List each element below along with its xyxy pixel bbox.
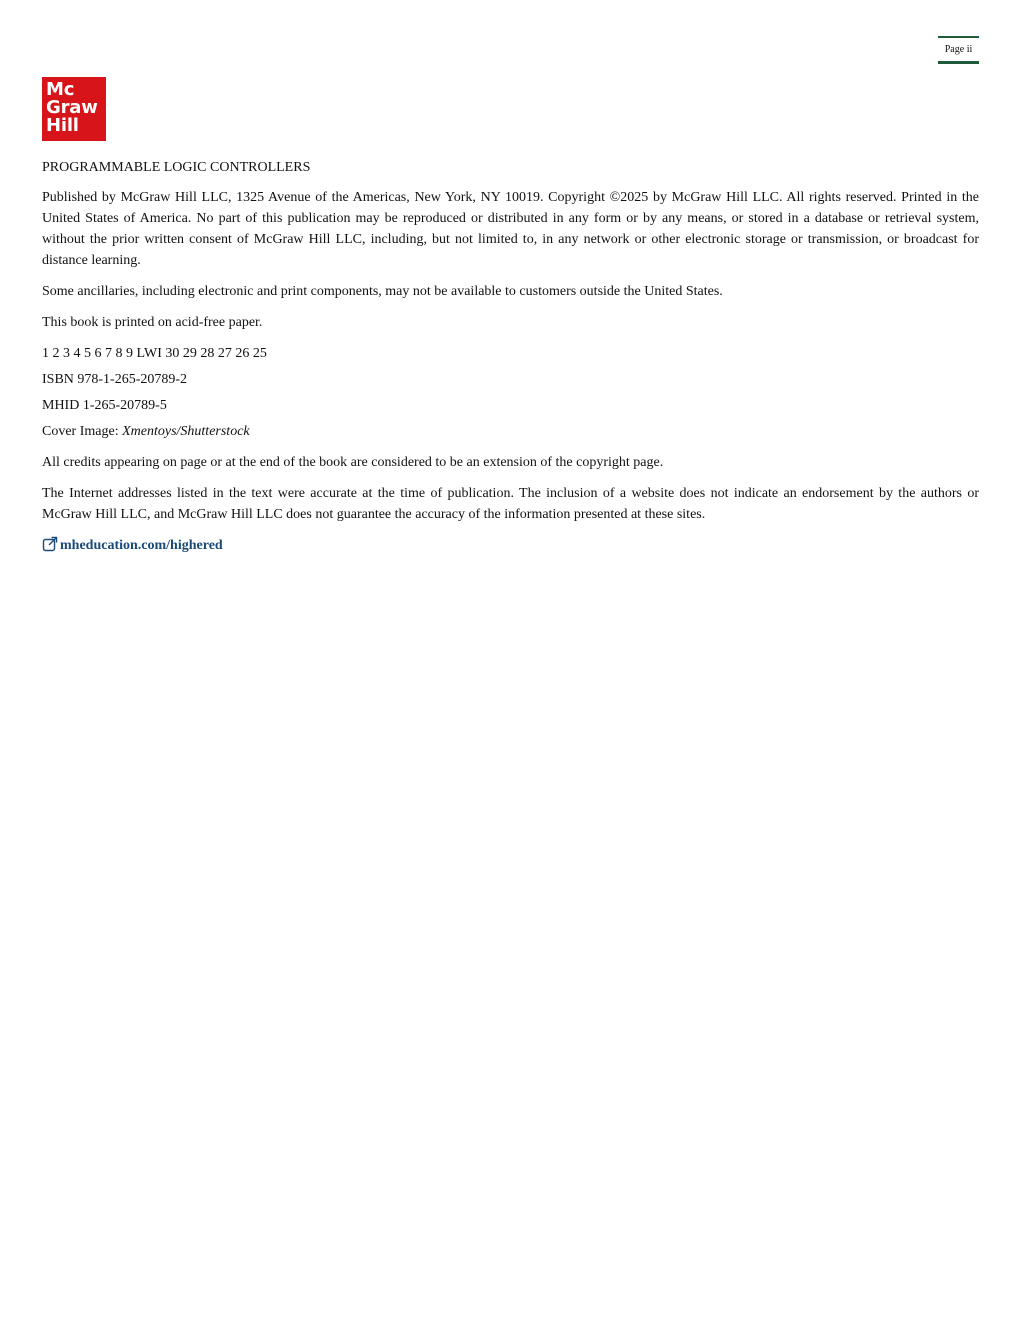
website-link[interactable]: mheducation.com/highered [60,538,223,553]
page-number-label: Page ii [944,44,973,55]
copyright-page-content [42,157,979,556]
page-number-badge [938,36,979,64]
internet-note: The Internet addresses listed in the text were accurate at the time of publication. The inclusion of a website does not indicate an endorsement by the authors or McGraw Hill LLC, and McGraw Hill LLC does not guarantee the accuracy of the information presented at these sites. [42,486,979,522]
logo-line-1: Mc [46,79,75,100]
cover-image-source: Xmentoys/Shutterstock [122,424,250,439]
ancillaries-note: Some ancillaries, including electronic and print components, may not be available to customers outside the United States. [42,284,723,299]
credits-note: All credits appearing on page or at the end of the book are considered to be an extension of the copyright page. [42,455,664,470]
publisher-paragraph: Published by McGraw Hill LLC, 1325 Avenue of the Americas, New York, NY 10019. Copyright ©2025 by McGraw Hill LLC. All rights reserved. Printed in the United States of America. No part of this publication may be reproduced or distributed in any form or by any means, or stored in a database or retrieval system, without the prior written consent of McGraw Hill LLC, including, but not limited to, in any network or other electronic storage or transmission, or broadcast for distance learning. [42,190,979,268]
cover-image-label: Cover Image: [42,424,123,439]
logo-line-3: Hill [46,115,79,136]
book-title: PROGRAMMABLE LOGIC CONTROLLERS [42,160,311,175]
mhid: MHID 1-265-20789-5 [42,398,167,413]
isbn: ISBN 978-1-265-20789-2 [42,372,188,387]
logo-line-2: Graw [46,97,98,118]
paper-note: This book is printed on acid-free paper. [42,315,263,330]
mcgraw-hill-logo [42,77,106,141]
print-line: 1 2 3 4 5 6 7 8 9 LWI 30 29 28 27 26 25 [42,346,267,361]
website-link-row[interactable] [42,535,979,556]
cover-image-credit [42,421,979,442]
external-link-icon[interactable] [42,536,58,552]
